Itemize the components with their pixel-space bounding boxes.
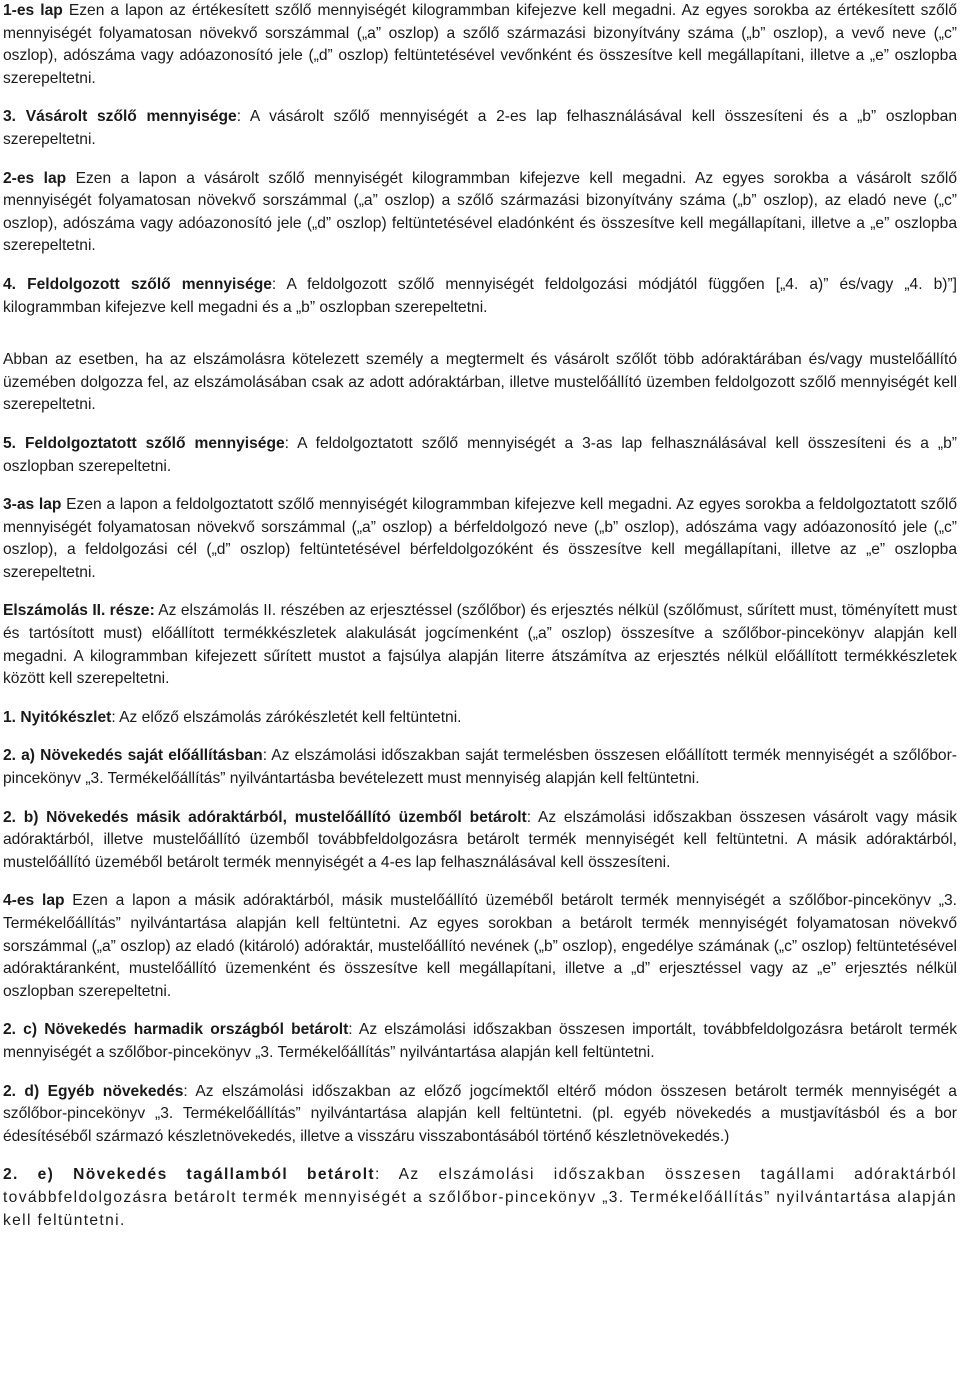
- paragraph-text: : A feldolgozott szőlő mennyiségét feldolgozási módjától függően [„4. a)” és/vagy „4. b)”] kilogrammban kifejezve kell megadni és a „b” oszlopban szerepeltetni.: [3, 275, 957, 316]
- paragraph-lead: 3-as lap: [3, 496, 62, 514]
- paragraph-lead: 2. c) Növekedés harmadik országból betárolt: [3, 1021, 349, 1039]
- paragraph-lead: 2. e) Növekedés tagállamból betárolt: [3, 1166, 375, 1184]
- paragraph-novekedes-tagallam: [3, 1164, 957, 1232]
- paragraph-lead: 2-es lap: [3, 169, 67, 187]
- paragraph-2es-lap: [3, 168, 957, 258]
- paragraph-text: Ezen a lapon az értékesített szőlő mennyiségét kilogrammban kifejezve kell megadni. Az egyes sorokba az értékesített szőlő mennyiségét folyamatosan növekvő sorszámmal („a” oszlop) a szőlő származási bizonyítvány száma („b” oszlop), a vevő neve („c” oszlop), adószáma vagy adóazonosító jele („d” oszlop) feltüntetésével vevőnként és összesítve kell megállapítani, illetve a „e” oszlopba szerepeltetni.: [3, 2, 957, 87]
- paragraph-lead: 4. Feldolgozott szőlő mennyisége: [3, 275, 272, 293]
- paragraph-feldolgoztatott-szolo: [3, 433, 957, 478]
- paragraph-lead: 3. Vásárolt szőlő mennyisége: [3, 108, 237, 126]
- paragraph-lead: 2. a) Növekedés saját előállításban: [3, 747, 263, 765]
- paragraph-novekedes-masik-adoraktar: [3, 807, 957, 875]
- paragraph-text: : A feldolgoztatott szőlő mennyiségét a 3-as lap felhasználásával kell összesíteni és a „b” oszlopban szerepeltetni.: [3, 434, 957, 475]
- paragraph-abban-az-esetben: [3, 349, 957, 417]
- paragraph-egyeb-novekedes: [3, 1081, 957, 1149]
- paragraph-lead: 2. d) Egyéb növekedés: [3, 1082, 184, 1100]
- paragraph-text: Ezen a lapon a másik adóraktárból, másik mustelőállító üzeméből betárolt termék mennyiségét a szőlőbor-pincekönyv „3. Termékelőállítás” nyilvántartása alapján kell feltüntetni. Az egyes sorokban a betárolt termék mennyiségét folyamatosan növekvő sorszámmal („a” oszlop) az eladó (kitároló) adóraktár, mustelőállító nevének („b” oszlop), engedélye számának („c” oszlop) feltüntetésével adóraktáranként, mustelőállító üzemenként és összesítve kell megállapítani, illetve a „d” erjesztéssel vagy az „e” erjesztés nélkül oszlopban szerepeltetni.: [3, 892, 958, 1000]
- paragraph-nyitokeszlet: [3, 707, 957, 730]
- paragraph-lead: 5. Feldolgoztatott szőlő mennyisége: [3, 434, 285, 452]
- paragraph-text: Ezen a lapon a feldolgoztatott szőlő mennyiségét kilogrammban kifejezve kell megadni. Az egyes sorokba a feldolgoztatott szőlő mennyiségét folyamatosan növekvő sorszámmal („a” oszlop) a bérfeldolgozó neve („b” oszlop), adószáma vagy adóazonosító jele („c” oszlop), a feldolgozási cél („d” oszlop) feltüntetésével bérfeldolgozóként és összesítve kell megállapítani, illetve az „e” oszlopba szerepeltetni.: [3, 496, 958, 581]
- paragraph-text: Ezen a lapon a vásárolt szőlő mennyiségét kilogrammban kifejezve kell megadni. Az egyes sorokba a vásárolt szőlő mennyiségét folyamatosan növekvő sorszámmal („a” oszlop) a szőlő származási bizonyítvány száma („b” oszlop), az eladó neve („c” oszlop), adószáma vagy adóazonosító jele („d” oszlop) feltüntetésével eladónként és összesítve kell megállapítani, illetve a „e” oszlopba szerepeltetni.: [3, 169, 957, 255]
- paragraph-text: : Az elszámolási időszakban saját termelésben összesen előállított termék mennyiségét a szőlőbor-pincekönyv „3. Termékelőállítás” nyilvántartásba bevételezett must mennyiség alapján kell feltüntetni.: [3, 747, 957, 788]
- paragraph-lead: 1-es lap: [3, 2, 63, 19]
- paragraph-3as-lap: [3, 494, 957, 584]
- paragraph-text: Az elszámolás II. részében az erjesztéssel (szőlőbor) és erjesztés nélkül (szőlőmust, sűrített must, töményített must és tartósított must) előállított termékkészletek alakulását jogcímenként („a” oszlop) összesítve a szőlőbor-pincekönyv alapján kell megadni. A kilogrammban kifejezett sűrített mustot a fajsúlya alapján literre átszámítva az erjesztés nélkül előállított termékkészletek között kell szerepeltetni.: [3, 602, 957, 688]
- paragraph-text: Abban az esetben, ha az elszámolásra kötelezett személy a megtermelt és vásárolt szőlőt több adóraktárában és/vagy mustelőállító üzemében dolgozza fel, az elszámolásában csak az adott adóraktárban, illetve mustelőállító üzemben feldolgozott szőlő mennyiségét kell szerepeltetni.: [3, 351, 957, 414]
- paragraph-text: : A vásárolt szőlő mennyiségét a 2-es lap felhasználásával kell összesíteni és a „b” oszlopban szerepeltetni.: [3, 108, 957, 148]
- paragraph-text: : Az előző elszámolás zárókészletét kell feltüntetni.: [111, 708, 462, 726]
- paragraph-text: : Az elszámolási időszakban összesen vásárolt vagy másik adóraktárból, illetve mustelőállító üzemből továbbfeldolgozásra betárolt termék mennyiségét kell feltüntetni. A másik adóraktárból, mustelőállító üzeméből betárolt termék mennyiségét a 4-es lap felhasználásával kell összesíteni.: [3, 808, 957, 871]
- paragraph-novekedes-harmadik-orszag: [3, 1019, 957, 1064]
- paragraph-text: : Az elszámolási időszakban összesen importált, továbbfeldolgozásra betárolt termék mennyiségét a szőlőbor-pincekönyv „3. Termékelőállítás” nyilvántartása alapján kell feltüntetni.: [3, 1021, 957, 1061]
- paragraph-lead: 1. Nyitókészlet: [3, 708, 112, 726]
- paragraph-feldolgozott-szolo: [3, 274, 957, 319]
- paragraph-1es-lap: [3, 0, 957, 90]
- paragraph-novekedes-sajat: [3, 745, 957, 790]
- paragraph-text: : Az elszámolási időszakban összesen tagállami adóraktárból továbbfeldolgozásra betárolt termék mennyiségét a szőlőbor-pincekönyv „3. Termékelőállítás” nyilvántartása alapján kell feltüntetni.: [3, 1166, 957, 1229]
- paragraph-text: : Az elszámolási időszakban az előző jogcímektől eltérő módon összesen betárolt termék mennyiségét a szőlőbor-pincekönyv „3. Termékelőállítás” nyilvántartása alapján kell feltüntetni. (pl. egyéb növekedés a mustjavításból és a bor édesítéséből származó készletnövekedés, illetve a visszáru visszabontásából történő készletnövekedés.): [3, 1082, 957, 1145]
- paragraph-vasarolt-szolo: [3, 106, 957, 151]
- paragraph-lead: 4-es lap: [3, 892, 65, 910]
- paragraph-lead: Elszámolás II. része:: [3, 602, 155, 620]
- paragraph-elszamolas-ii: [3, 600, 957, 690]
- paragraph-4es-lap: [3, 890, 957, 1003]
- paragraph-lead: 2. b) Növekedés másik adóraktárból, mustelőállító üzemből betárolt: [3, 808, 527, 826]
